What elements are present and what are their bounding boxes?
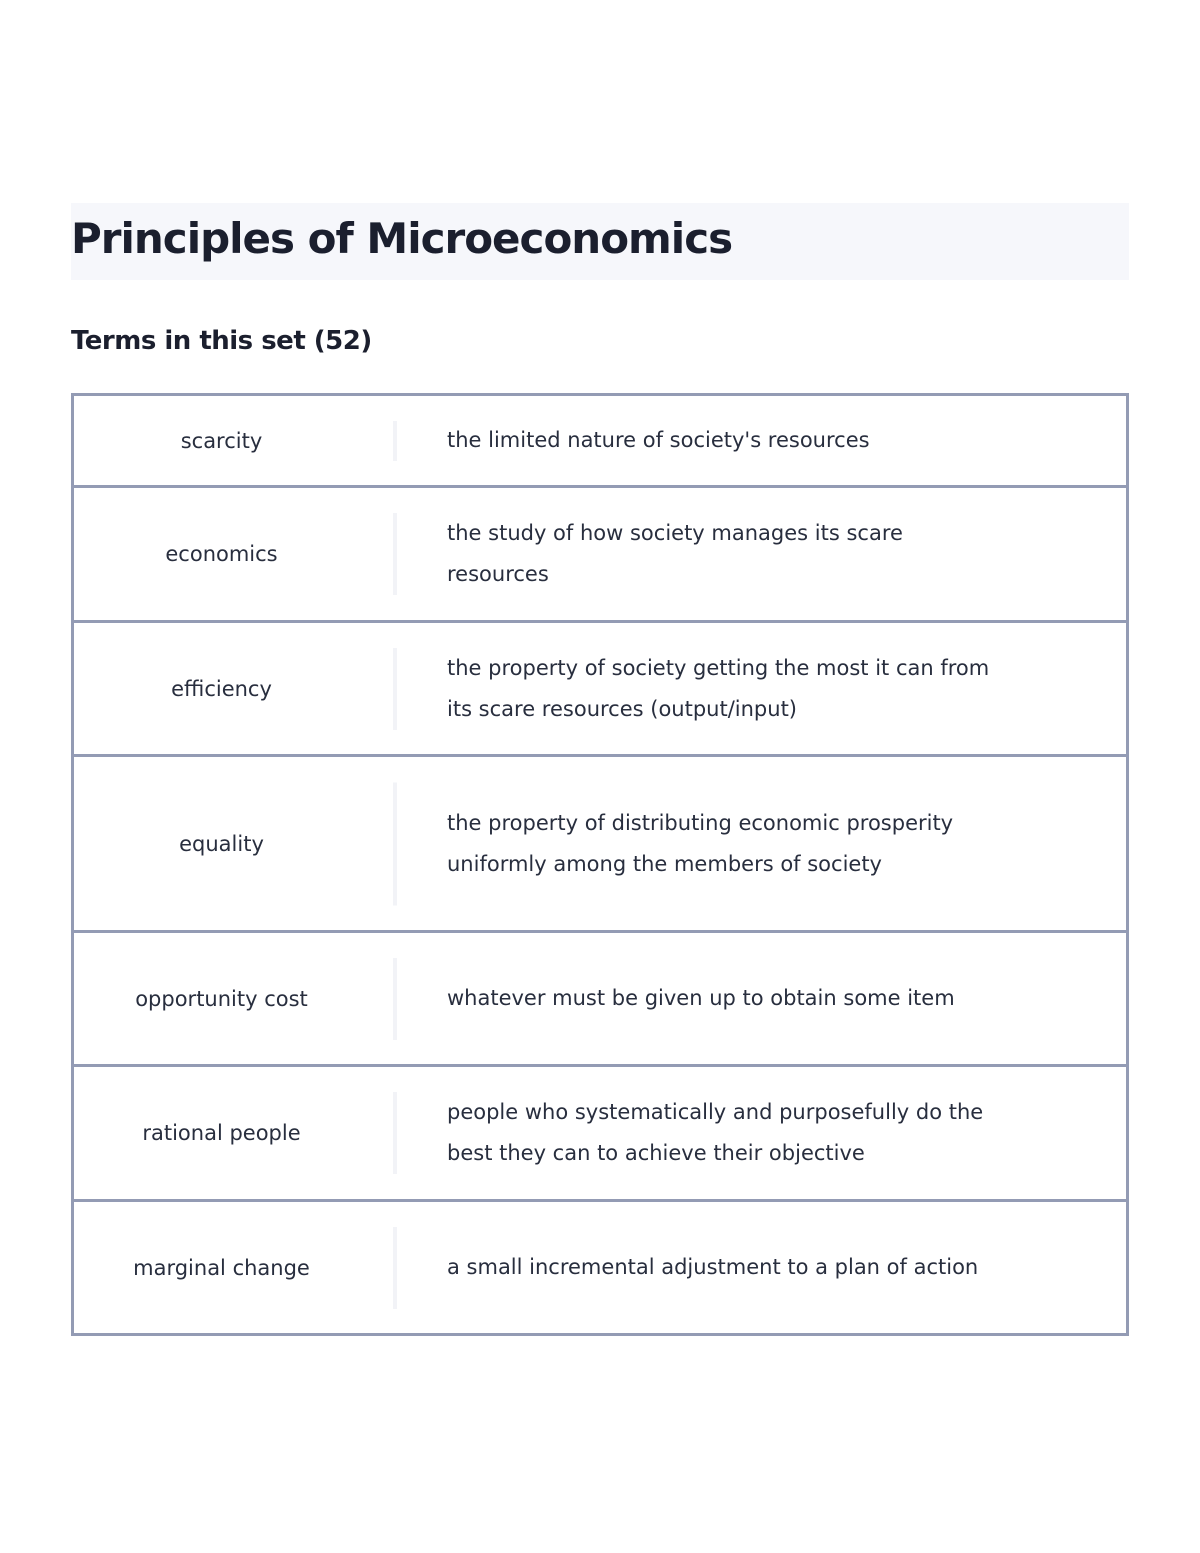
term-row (71, 754, 1129, 933)
title-bar (71, 203, 1129, 280)
column-divider (393, 421, 397, 461)
column-divider (393, 648, 397, 730)
term-word: efficiency (171, 676, 272, 701)
term-word: rational people (142, 1121, 301, 1145)
column-divider (393, 1092, 397, 1174)
term-definition: people who systematically and purposefully do the best they can to achieve their objective (447, 1100, 984, 1165)
page-title: Principles of Microeconomics (71, 214, 733, 263)
terms-list (71, 393, 1129, 1336)
term-definition: the study of how society manages its scare resources (447, 521, 903, 586)
term-word: marginal change (133, 1255, 310, 1280)
term-row (71, 930, 1129, 1067)
term-row (71, 620, 1129, 757)
term-definition: the property of society getting the most it can from its scare resources (output/input) (447, 655, 990, 721)
term-row (71, 393, 1129, 488)
column-divider (393, 1227, 397, 1309)
terms-count-heading: Terms in this set (52) (71, 326, 372, 356)
column-divider (393, 782, 397, 905)
term-word: opportunity cost (135, 986, 308, 1011)
term-row (71, 485, 1129, 623)
column-divider (393, 513, 397, 595)
term-word: equality (179, 831, 264, 856)
term-word: economics (165, 542, 278, 566)
term-definition: the limited nature of society's resources (447, 428, 870, 452)
term-row (71, 1064, 1129, 1202)
term-definition: whatever must be given up to obtain some item (447, 986, 955, 1010)
term-definition: the property of distributing economic prosperity uniformly among the members of society (447, 810, 954, 876)
term-word: scarcity (180, 428, 263, 453)
term-definition: a small incremental adjustment to a plan of action (447, 1255, 979, 1279)
term-row (71, 1199, 1129, 1336)
column-divider (393, 958, 397, 1040)
